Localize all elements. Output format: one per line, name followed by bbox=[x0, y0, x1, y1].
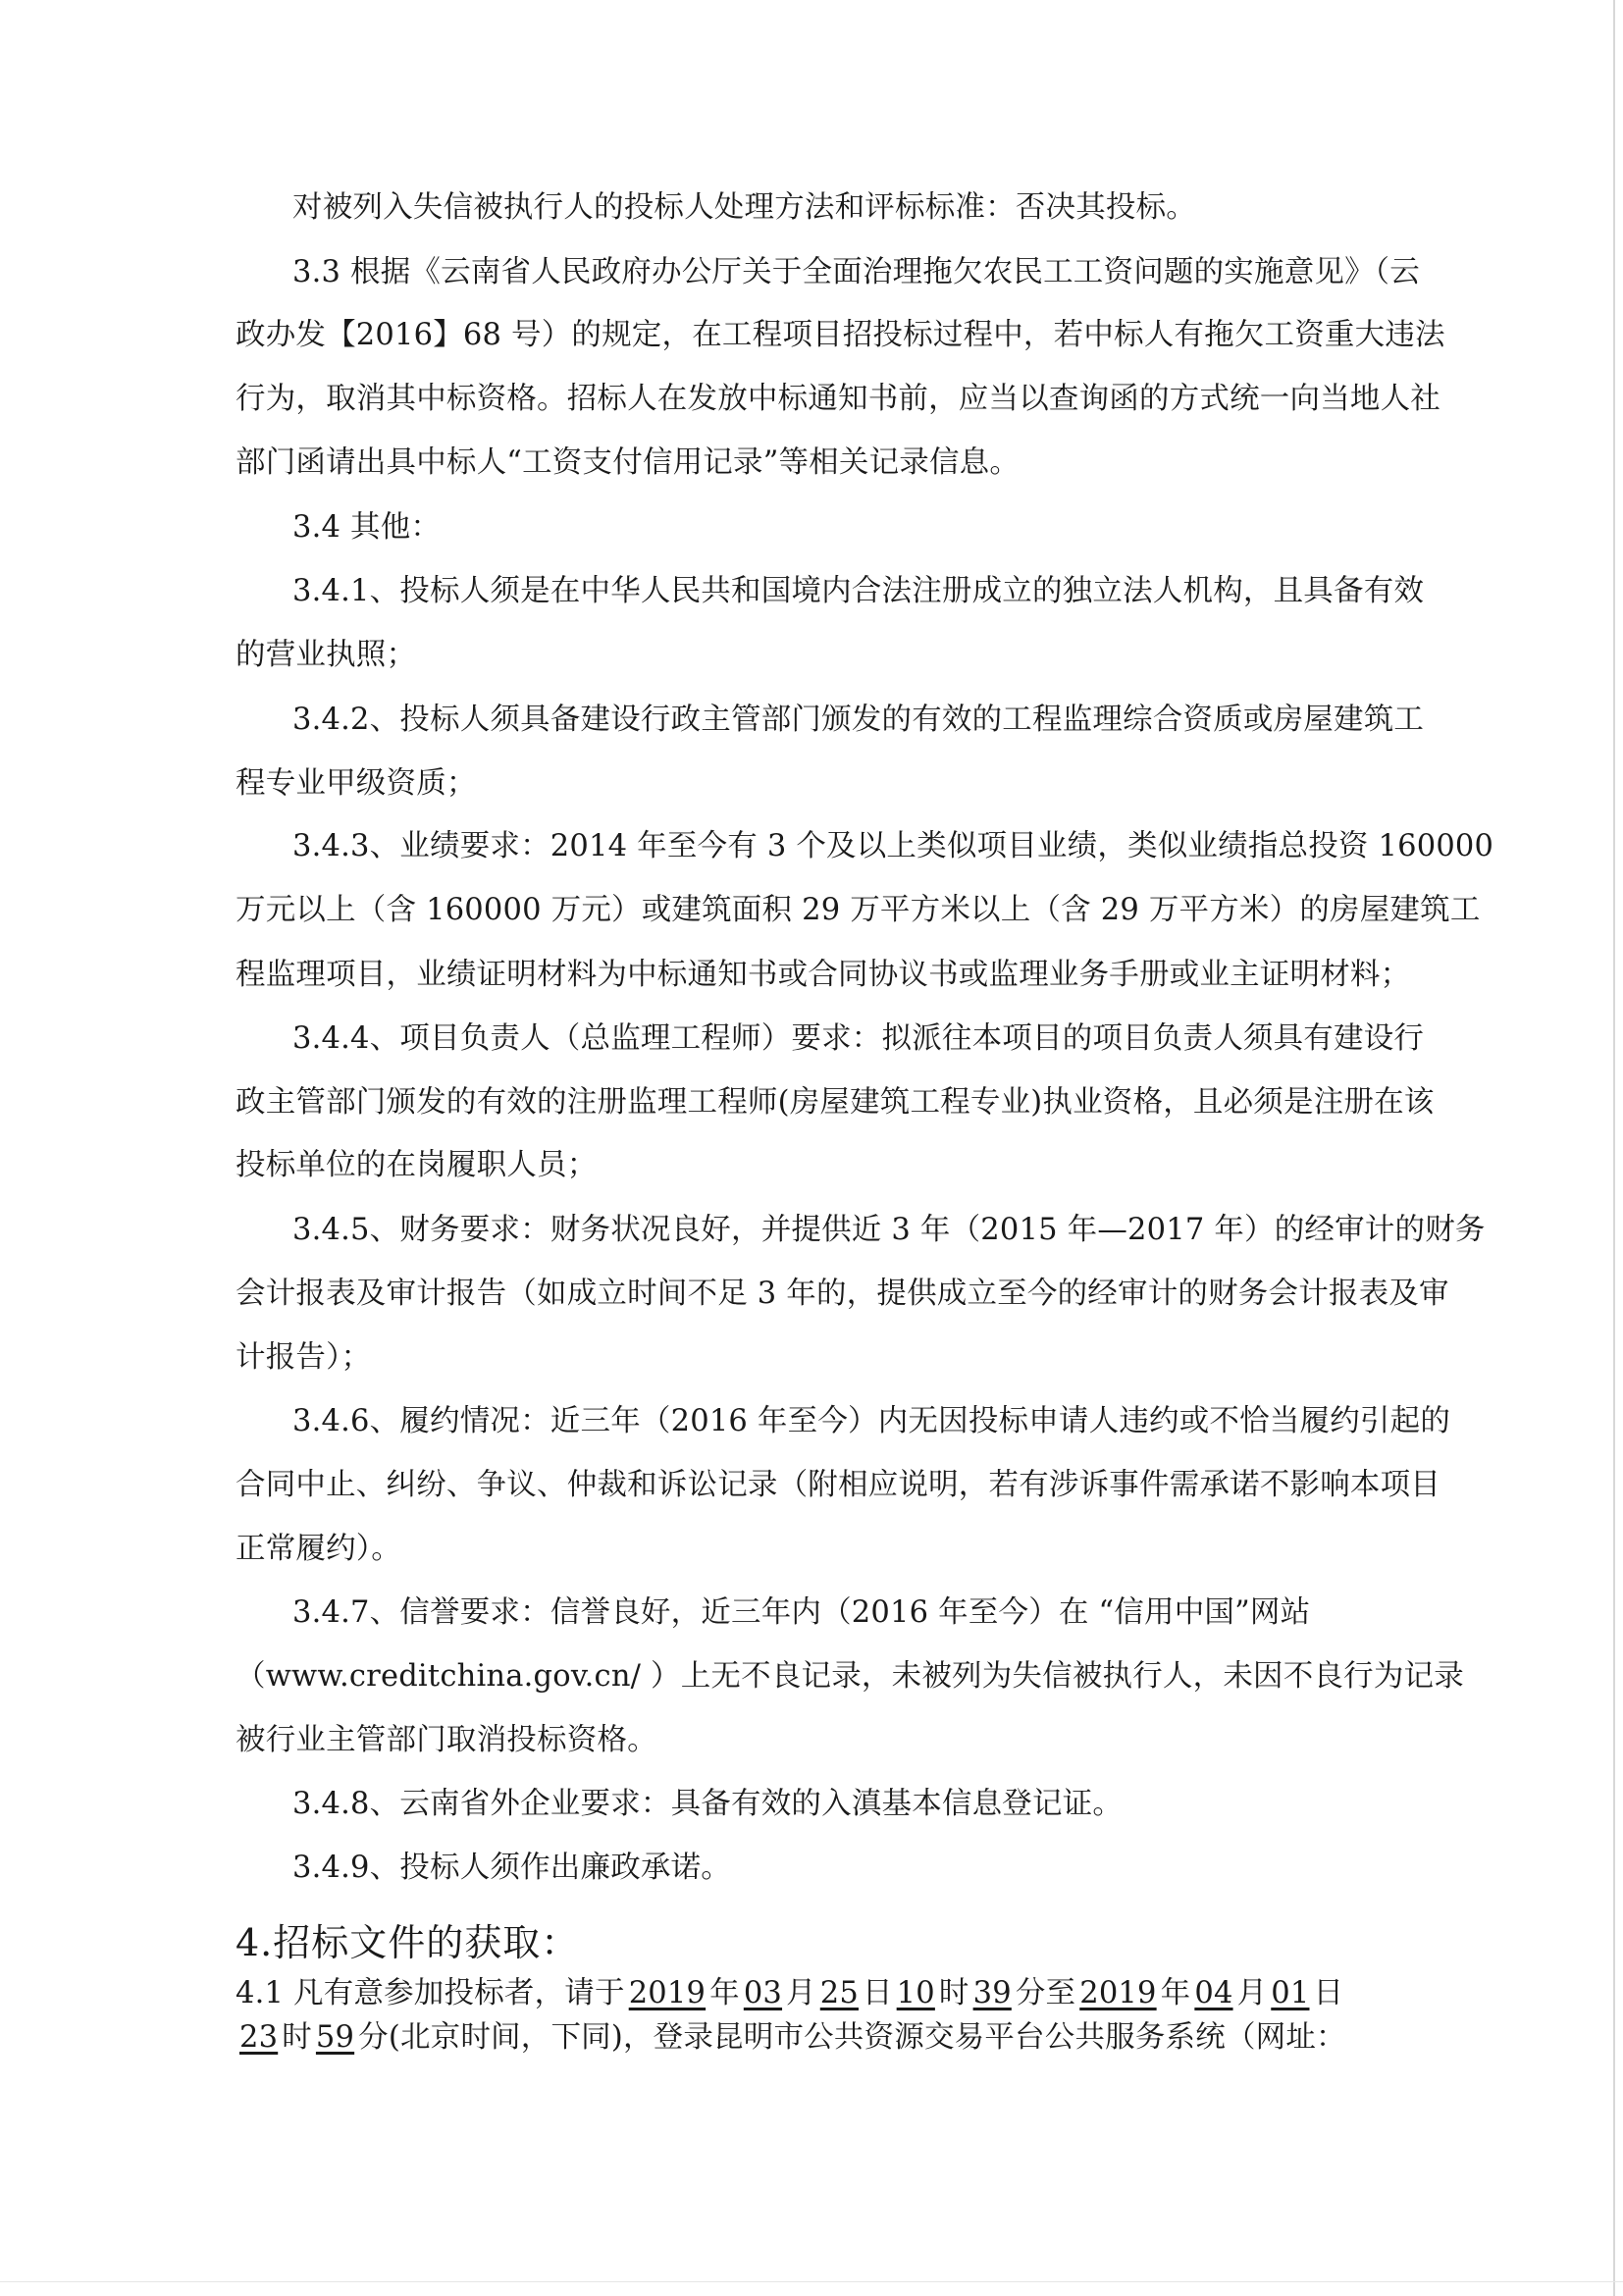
paragraph-line: 投标单位的在岗履职人员； bbox=[236, 1148, 598, 1182]
paragraph-line: 3.4.2、投标人须具备建设行政主管部门颁发的有效的工程监理综合资质或房屋建筑工 bbox=[292, 703, 1425, 737]
hour-label: 时 bbox=[282, 2020, 312, 2055]
paragraph-line: 政主管部门颁发的有效的注册监理工程师(房屋建筑工程专业)执业资格，且必须是注册在该 bbox=[236, 1085, 1435, 1120]
day-label: 日 bbox=[862, 1976, 893, 2010]
paragraph-line: 被行业主管部门取消投标资格。 bbox=[236, 1723, 657, 1757]
paragraph-line: 计报告）； bbox=[236, 1340, 372, 1375]
paragraph-line: 万元以上（含 160000 万元）或建筑面积 29 万平方米以上（含 29 万平方米）的房屋建筑工 bbox=[236, 893, 1481, 927]
registration-suffix: (北京时间，下同)，登录昆明市公共资源交易平台公共服务系统（网址： bbox=[388, 2020, 1346, 2055]
paragraph-line: 行为，取消其中标资格。招标人在发放中标通知书前，应当以查询函的方式统一向当地人社 bbox=[236, 382, 1440, 416]
paragraph-line: 3.4.5、财务要求：财务状况良好，并提供近 3 年（2015 年—2017 年）的经审计的财务 bbox=[292, 1213, 1486, 1247]
scan-edge-bottom bbox=[0, 2281, 1623, 2282]
end-year: 2019 bbox=[1079, 1976, 1157, 2010]
minute-label: 分 bbox=[358, 2020, 389, 2055]
minute-to-label: 分至 bbox=[1015, 1976, 1076, 2010]
year-label: 年 bbox=[1160, 1976, 1191, 2010]
paragraph-line: 部门函请出具中标人“工资支付信用记录”等相关记录信息。 bbox=[236, 445, 1021, 480]
start-month: 03 bbox=[743, 1976, 783, 2010]
start-day: 25 bbox=[819, 1976, 859, 2010]
paragraph-line: 程监理项目，业绩证明材料为中标通知书或合同协议书或监理业务手册或业主证明材料； bbox=[236, 958, 1411, 992]
paragraph-line: 3.4.9、投标人须作出廉政承诺。 bbox=[292, 1851, 732, 1885]
end-month: 04 bbox=[1194, 1976, 1233, 2010]
paragraph-line: 3.4.4、项目负责人（总监理工程师）要求：拟派往本项目的项目负责人须具有建设行 bbox=[292, 1021, 1425, 1056]
paragraph-line: （www.creditchina.gov.cn/ ）上无不良记录，未被列为失信被执行人，未因不良行为记录 bbox=[236, 1659, 1464, 1694]
paragraph-line: 3.4.6、履约情况：近三年（2016 年至今）内无因投标申请人违约或不恰当履约引起的 bbox=[292, 1404, 1451, 1438]
start-hour: 10 bbox=[896, 1976, 935, 2010]
paragraph-line: 3.3 根据《云南省人民政府办公厅关于全面治理拖欠农民工工资问题的实施意见》（云 bbox=[292, 255, 1420, 289]
start-minute: 39 bbox=[972, 1976, 1012, 2010]
paragraph-line: 会计报表及审计报告（如成立时间不足 3 年的，提供成立至今的经审计的财务会计报表及审 bbox=[236, 1277, 1449, 1311]
day-label: 日 bbox=[1313, 1976, 1344, 2010]
paragraph-line: 程专业甲级资质； bbox=[236, 766, 477, 801]
paragraph-line: 的营业执照； bbox=[236, 638, 417, 672]
paragraph-line: 3.4 其他： bbox=[292, 510, 442, 545]
paragraph-line: 3.4.1、投标人须是在中华人民共和国境内合法注册成立的独立法人机构，且具备有效 bbox=[292, 574, 1425, 608]
paragraph-line: 对被列入失信被执行人的投标人处理方法和评标标准：否决其投标。 bbox=[292, 190, 1196, 225]
registration-period-line-1 bbox=[236, 1974, 1343, 2013]
paragraph-line: 3.4.3、业绩要求：2014 年至今有 3 个及以上类似项目业绩，类似业绩指总投资 160000 bbox=[292, 829, 1494, 863]
end-hour: 23 bbox=[239, 2020, 279, 2055]
paragraph-line: 3.4.8、云南省外企业要求：具备有效的入滇基本信息登记证。 bbox=[292, 1787, 1124, 1821]
hour-label: 时 bbox=[938, 1976, 969, 2010]
month-label: 月 bbox=[1236, 1976, 1268, 2010]
registration-period-line-2 bbox=[236, 2018, 1346, 2058]
year-label: 年 bbox=[709, 1976, 740, 2010]
paragraph-line: 正常履约）。 bbox=[236, 1532, 401, 1566]
start-year: 2019 bbox=[628, 1976, 707, 2010]
paragraph-line: 合同中止、纠纷、争议、仲裁和诉讼记录（附相应说明，若有涉诉事件需承诺不影响本项目 bbox=[236, 1468, 1440, 1502]
end-minute: 59 bbox=[315, 2020, 355, 2055]
paragraph-line: 3.4.7、信誉要求：信誉良好，近三年内（2016 年至今）在 “信用中国”网站 bbox=[292, 1595, 1311, 1630]
month-label: 月 bbox=[786, 1976, 816, 2010]
paragraph-line: 政办发【2016】68 号）的规定，在工程项目招投标过程中，若中标人有拖欠工资重大违法 bbox=[236, 318, 1445, 352]
scan-edge-right bbox=[1613, 0, 1615, 2296]
registration-prefix: 4.1 凡有意参加投标者，请于 bbox=[236, 1976, 625, 2010]
section-heading: 4.招标文件的获取： bbox=[236, 1921, 580, 1964]
end-day: 01 bbox=[1271, 1976, 1310, 2010]
